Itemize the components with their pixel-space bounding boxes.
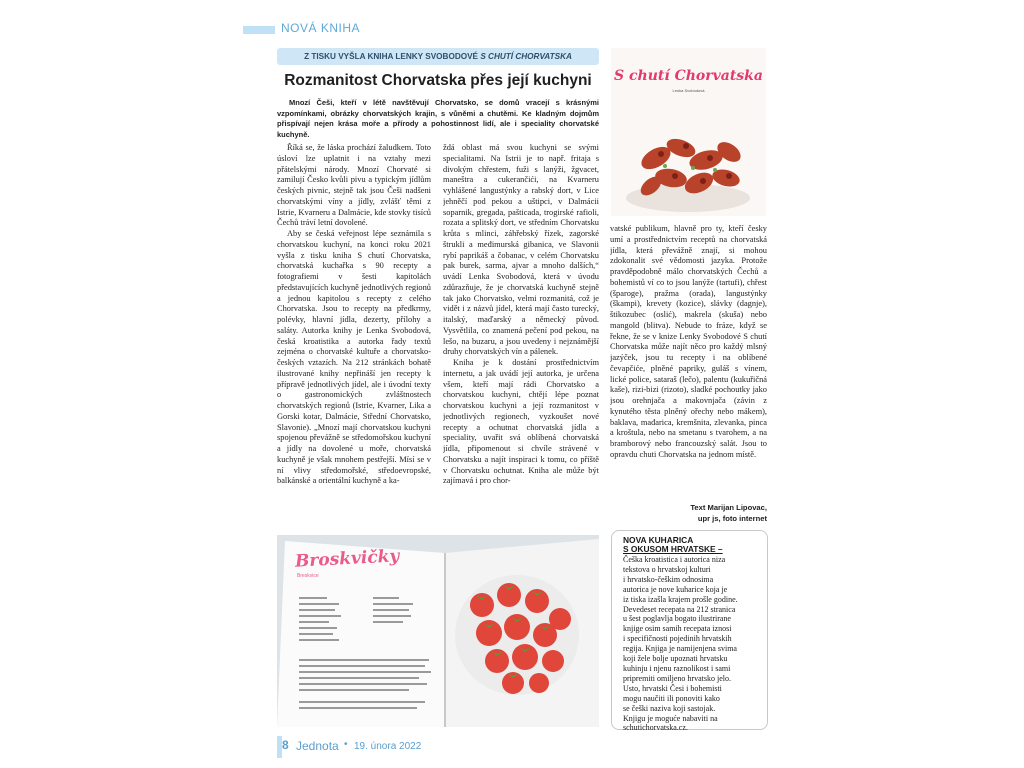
summary-line: i hrvatsko-češkim odnosima xyxy=(623,574,714,584)
summary-line: kuhinju i njenu raznolikost i sami xyxy=(623,663,731,673)
summary-line: tekstova o hrvatskoj kulturi xyxy=(623,564,711,574)
publication-name: Jednota xyxy=(296,739,339,753)
book-cover-image xyxy=(611,48,766,216)
summary-line: i specifičnosti pojedinih hrvatskih xyxy=(623,634,732,644)
summary-line: se češki naziva koji sastojak. xyxy=(623,703,716,713)
article-credit xyxy=(610,502,767,524)
summary-line: iz tiska izašla krajem prošle godine. xyxy=(623,594,738,604)
summary-line: mogu naučiti ili ponoviti kako xyxy=(623,693,720,703)
summary-box-body xyxy=(623,555,763,733)
cover-title: S chutí Chorvatska xyxy=(614,68,763,84)
article-kicker xyxy=(277,48,599,65)
article-column-2 xyxy=(443,143,599,533)
summary-line: Češka kroatistica i autorica niza xyxy=(623,555,726,564)
summary-title-line-2: S OKUSOM HRVATSKE – xyxy=(623,544,723,555)
photo-recipe-title: Broskvičky xyxy=(294,546,400,572)
kicker-text: Z TISKU VYŠLA KNIHA LENKY SVOBODOVÉ xyxy=(304,52,479,61)
paragraph: ždá oblast má svou kuchyni se svými specialitami. Na Istrii je to např. fritaja s divokým chřestem, fuži s lanýži, žgvacet, maneštra a cukerančići, na Kvarneru vyhlášené langustýnky a rabský dort, v Lice jehněčí pod pekou a uštipci, v Dalmácii soparnik, gregada, pašticada, trogirské rafioli, rozata a splitský dort, ve středním Chorvatsku krůta s mlinci, záhřebský řízek, zagorské štrukli a međimurská gibanica, ve Slavonii rybí paprikáš a čobanac, v celém Chorvatsku pak burek, sarma, ajvar a mnoho dalších,“ uvádí Lenka Svobodová, která v úvodu zdůrazňuje, že je chorvatská kuchyně stejně tak jako Chorvatsko, velmi rozmanitá, což je vidět i z názvů jídel, která mají často turecký, italský, maďarský a německý původ. Vysvětlila, co znamená pečení pod pekou, na lešo, na buzaru, a jsou uvedeny i nejznámější druhy chorvatských vín a pálenek. xyxy=(443,143,599,357)
summary-line: u šest poglavlja bogato ilustrirane xyxy=(623,614,731,624)
summary-line: pripremiti omiljeno hrvatsko jelo. xyxy=(623,673,731,683)
croatian-summary-box xyxy=(611,530,768,733)
summary-title-line-1: NOVA KUHARICA xyxy=(623,535,694,545)
summary-line: regija. Knjiga je namijenjena svima xyxy=(623,644,737,654)
page-number: 8 xyxy=(282,738,289,752)
paragraph: vatské publikum, hlavně pro ty, kteří česky umí a prostřednictvím receptů na chorvatská jídla, která převážně znají, si mohou zdokonalit své vědomosti jazyka. Protože pravděpodobně málo chorvatských Čechů a bohemistů ví co to jsou lanýže (tartufi), chřest (šparoge), pražma (orada), langustýnky (škampi), krevety (kozice), slávky (dagnje), štikozubec (oslić), makrela (skuša) nebo mangold (blitva). Nebude to fráze, když se řekne, že se v knize Lenky Svobodové S chutí Chorvatska může najít něco pro každý mlsný jazýček, jsou tu recepty i na oblíbené čevapčiće, plněné papriky, guláš s vínem, lické police, sataraš (lečo), palentu (kukuřičná kaše), rizi-bizi (rizoto), sladké pochoutky jako jsou orehnjača a makovnjača (závin z kynutého těsta plněný ořechy nebo mákem), baklava, mađarica, kremšnita, zlevanka, pinca a kroštula, nebo na smetanu s tvarohem, a na bramborový nebo francouzský salát. Jsou to opravdu chuti Chorvatska na jednom místě. xyxy=(610,224,767,459)
summary-line: koji žele bolje upoznati hrvatsku xyxy=(623,654,728,664)
dish-illustration xyxy=(611,48,766,216)
section-accent-bar xyxy=(243,26,275,34)
cover-subtitle: Lenka Svobodová xyxy=(672,88,705,93)
issue-date: 19. února 2022 xyxy=(354,741,422,752)
summary-line: Knjigu je moguće nabaviti na xyxy=(623,713,718,723)
section-label: NOVÁ KNIHA xyxy=(281,21,361,35)
credit-line-1: Text Marijan Lipovac, xyxy=(690,503,767,512)
footer-separator: • xyxy=(344,739,348,750)
article-column-3 xyxy=(610,224,767,524)
summary-line: schutichorvatska.cz. xyxy=(623,723,688,733)
article-headline: Rozmanitost Chorvatska přes její kuchyni xyxy=(284,72,592,89)
summary-line: knjige osim samih recepata iznosi xyxy=(623,624,732,634)
photo-recipe-subtitle: Breskvice xyxy=(297,573,319,579)
paragraph: Kniha je k dostání prostřednictvím internetu, a jak uvádí její autorka, je určena všem, kteří mají rádi Chorvatsko a chorvatskou kuchyni, chtějí lépe poznat chorvatskou kuchyni a její rozmanitost v jednotlivých regionech, vyzkoušet nové recepty a ochutnat chorvatská jídla a speciality, uvařit svá oblíbená chorvatská jídla, připomenout si chvíle strávené v Chorvatsku a najít inspiraci k tomu, co příště v Chorvatsku ochutnat. Kniha ale může být zajímavá i pro chor- xyxy=(443,358,599,486)
summary-line: autorica je nove kuharice koja je xyxy=(623,584,728,594)
kicker-book-title: S CHUTÍ CHORVATSKA xyxy=(480,52,572,61)
open-book-photo xyxy=(277,535,599,727)
credit-line-2: upr js, foto internet xyxy=(697,514,767,523)
summary-line: Devedeset recepata na 212 stranica xyxy=(623,604,736,614)
article-column-1 xyxy=(277,143,431,533)
article-lead: Mnozí Češi, kteří v létě navštěvují Chorvatsko, se domů vracejí s krásnými vzpomínkami, obrázky chorvatských krajin, s vůněmi a chutěmi. Ke kladným dojmům přispívají nejen krása moře a přírody a pohostinnost lidí, ale i speciality chorvatské kuchyně. xyxy=(277,98,599,139)
summary-box-title xyxy=(623,536,723,555)
summary-line: Usto, hrvatski Česi i bohemisti xyxy=(623,683,722,693)
paragraph: Říká se, že láska prochází žaludkem. Toto úsloví lze uplatnit i na vztahy mezi přátelskými národy. Mnozí Chorvaté si zamilují Česko kvůli pivu a typickým jídlům českých pivnic, stejně tak jsou Češi nadšeni chorvatskými víny a jídly, zvlášť těmi z Istrie, Kvarneru a Dalmácie, kde stovky tisíců Čechů tráví letní dovolené. xyxy=(277,143,431,228)
paragraph: Aby se česká veřejnost lépe seznámila s chorvatskou kuchyní, na konci roku 2021 vyšla z tisku kniha S chutí Chorvatska, chorvatská kuchařka s 90 recepty a fotografiemi v šesti kapitolách představujících kuchyně jednotlivých regionů a jednou kapitolou s recepty z celého Chorvatska. Jsou to recepty na předkrmy, polévky, hlavní jídla, dezerty, přílohy a saláty. Autorka knihy je Lenka Svobodová, česká kroatistika a autorka řady textů zejména o chorvatské kultuře a chorvatsko-českých vztazích. Na 212 stránkách bohatě ilustrované knihy nepřináší jen recepty k přípravě jednotlivých jídel, ale i úvodní texty o gastronomických zvláštnostech chorvatských regionů (Istrie, Kvarner, Lika a Gorski kotar, Dalmácie, Střední Chorvatsko, Slavonie). „Mnozí mají chorvatskou kuchyni spojenou převážně se středomořskou kuchyní a jídly na dovolené u moře, chorvatská kuchyně je však mnohem pestřejší. Mísí se v ní vlivy středomořské, středoevropské, balkánské a orientální kuchyně a ka- xyxy=(277,229,431,486)
